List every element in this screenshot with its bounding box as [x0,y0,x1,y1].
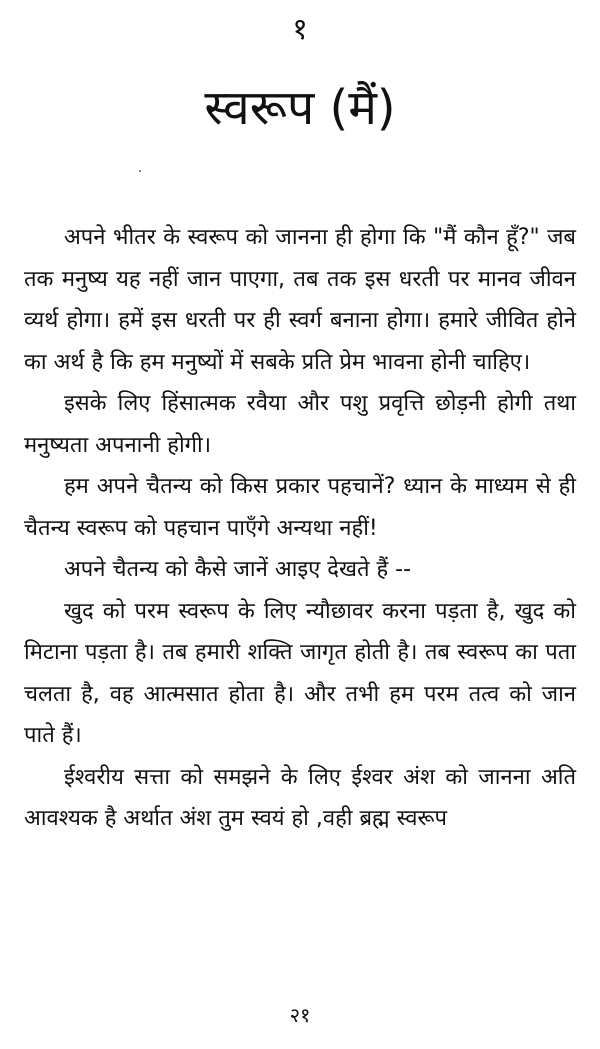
chapter-title: स्वरूप (मैं) [204,80,396,136]
paragraph-4: अपने चैतन्य को कैसे जानें आइए देखते हैं -- [64,557,412,582]
paragraph-1: अपने भीतर के स्वरूप को जानना ही होगा कि "मैं कौन हूँ?" जब तक मनुष्य यह नहीं जान पाएगा, तब तक इस धरती पर मानव जीवन व्यर्थ होगा। हमें इस धरती पर ही स्वर्ग बनाना होगा। हमारे जीवित होने का अर्थ है कि हम मनुष्यों में सबके प्रति प्रेम भावना होनी चाहिए। [24,225,576,375]
paragraph-5: खुद को परम स्वरूप के लिए न्यौछावर करना पड़ता है, खुद को मिटाना पड़ता है। तब हमारी शक्ति जागृत होती है। तब स्वरूप का पता चलता है, वह आत्मसात होता है। और तभी हम परम तत्व को जान पाते हैं। [24,598,576,748]
paragraph-6: ईश्वरीय सत्ता को समझने के लिए ईश्वर अंश को जानना अति आवश्यक है अर्थात अंश तुम स्वयं हो ,वही ब्रह्म स्वरूप [24,764,576,831]
paragraph-2: इसके लिए हिंसात्मक रवैया और पशु प्रवृत्ति छोड़नी होगी तथा मनुष्यता अपनानी होगी। [24,391,576,458]
ink-speck [139,170,141,172]
paragraph-3: हम अपने चैतन्य को किस प्रकार पहचानें? ध्यान के माध्यम से ही चैतन्य स्वरूप को पहचान पाएँगे अन्यथा नहीं! [24,474,576,541]
page-number: २१ [289,1003,311,1027]
body-text [24,217,576,840]
chapter-number: १ [292,12,308,47]
